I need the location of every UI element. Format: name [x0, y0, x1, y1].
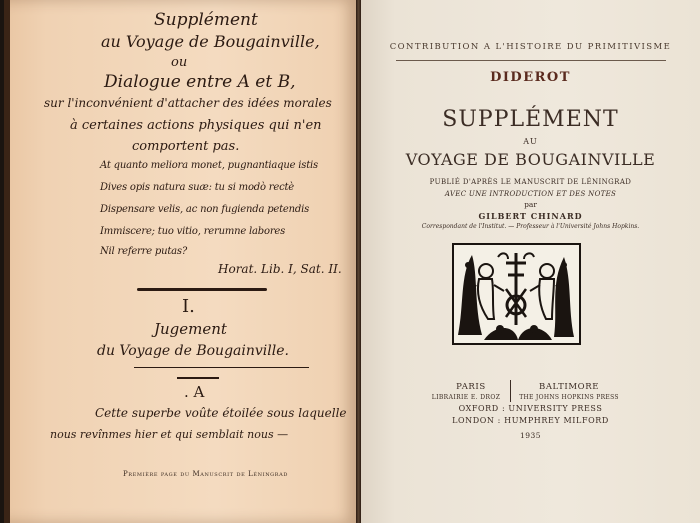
publication-note: PUBLIÉ D'APRÈS LE MANUSCRIT DE LÉNINGRAD — [429, 178, 632, 186]
manuscript-facsimile-page — [4, 0, 356, 523]
manuscript-line: Dialogue entre A et B, — [104, 72, 296, 92]
publisher-city-left: PARIS — [456, 382, 486, 392]
publication-year: 1935 — [519, 431, 542, 440]
manuscript-line: au Voyage de Bougainville, — [101, 32, 320, 51]
chapter-number: I. — [182, 296, 195, 317]
woodcut-emblem-icon — [454, 245, 579, 343]
latin-epigraph-line: Dispensare velis, ac non fugienda petendis — [100, 204, 310, 215]
decorative-flourish — [137, 288, 267, 291]
manuscript-line: à certaines actions physiques qui n'en — [70, 118, 322, 133]
chapter-title: Jugement — [154, 320, 227, 338]
manuscript-line: ou — [171, 55, 188, 70]
series-rule — [396, 60, 666, 61]
latin-epigraph-line: At quanto meliora monet, pugnantiaque istis — [100, 160, 318, 171]
publisher-london: LONDON : HUMPHREY MILFORD — [452, 416, 609, 425]
epigraph-citation: Horat. Lib. I, Sat. II. — [218, 262, 342, 276]
by-word: par — [524, 200, 537, 209]
latin-epigraph-line: Nil referre putas? — [100, 246, 188, 257]
chapter-underline — [134, 367, 309, 368]
facsimile-caption: Première page du Manuscrit de Léningrad — [123, 470, 288, 478]
latin-epigraph-line: Dives opis natura suæ: tu si modò rectè — [100, 182, 295, 193]
manuscript-line: sur l'inconvénient d'attacher des idées morales — [44, 96, 332, 110]
manuscript-line-title: Supplément — [154, 10, 258, 30]
editor-name: GILBERT CHINARD — [478, 211, 583, 221]
latin-epigraph-line: Immiscere; tuo vitio, rerumne labores — [100, 226, 286, 237]
chapter-subtitle: du Voyage de Bougainville. — [97, 343, 289, 359]
author-name: DIDEROT — [490, 70, 571, 85]
publisher-name-left: LIBRAIRIE E. DROZ — [431, 394, 501, 401]
book-title-connector: AU — [523, 137, 538, 146]
section-letter: . A — [184, 383, 205, 401]
book-title-line2: VOYAGE DE BOUGAINVILLE — [405, 150, 656, 169]
series-title: CONTRIBUTION A L'HISTOIRE DU PRIMITIVISME — [389, 42, 672, 52]
publisher-oxford: OXFORD : UNIVERSITY PRESS — [458, 404, 603, 413]
introduction-note: AVEC UNE INTRODUCTION ET DES NOTES — [444, 190, 617, 198]
editor-affiliation: Correspondant de l'Institut. — Professeur à l'Université Johns Hopkins. — [421, 223, 640, 230]
manuscript-body-line: nous revînmes hier et qui semblait nous — — [50, 428, 289, 441]
book-title-line1: SUPPLÉMENT — [442, 107, 619, 132]
section-rule — [177, 377, 219, 379]
publisher-name-right: THE JOHNS HOPKINS PRESS — [519, 394, 619, 401]
page-edge — [4, 0, 10, 523]
printers-mark-vignette — [452, 243, 581, 345]
manuscript-line: comportent pas. — [132, 139, 240, 154]
publisher-city-right: BALTIMORE — [538, 382, 600, 392]
title-page — [361, 0, 700, 523]
manuscript-body-line: Cette superbe voûte étoilée sous laquelle — [95, 406, 347, 420]
